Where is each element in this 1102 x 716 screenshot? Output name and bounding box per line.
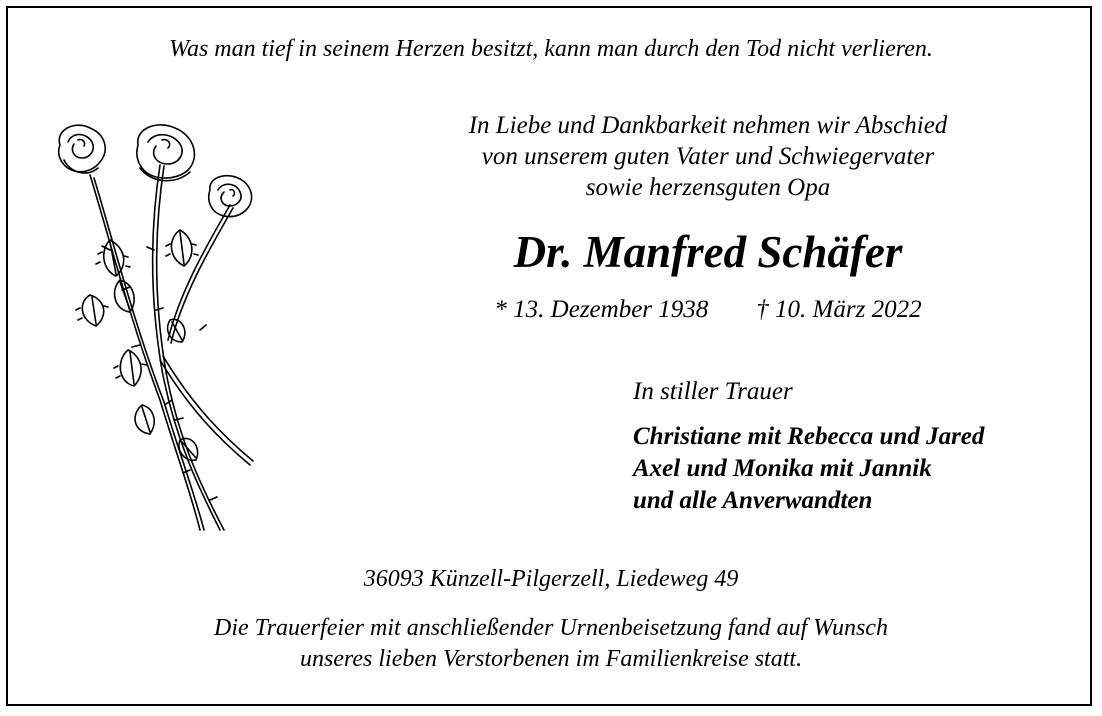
intro-text xyxy=(408,110,1008,203)
family-line: Christiane mit Rebecca und Jared xyxy=(633,423,985,450)
mourning-label: In stiller Trauer xyxy=(633,378,793,405)
address: 36093 Künzell-Pilgerzell, Liedeweg 49 xyxy=(363,566,739,592)
notice-line: unseres lieben Verstorbenen im Familienkreise statt. xyxy=(299,646,803,672)
intro-line: von unserem guten Vater und Schwiegervater xyxy=(481,143,935,170)
funeral-notice xyxy=(0,613,1102,675)
roses-bouquet-icon xyxy=(50,120,270,540)
notice-line: Die Trauerfeier mit anschließender Urnenbeisetzung fand auf Wunsch xyxy=(214,615,888,641)
birth-date: * 13. Dezember 1938 xyxy=(494,296,709,323)
death-date: † 10. März 2022 xyxy=(756,296,922,323)
family-line: und alle Anverwandten xyxy=(633,487,873,514)
life-dates xyxy=(408,296,1008,324)
deceased-name: Dr. Manfred Schäfer xyxy=(513,227,903,277)
intro-line: sowie herzensguten Opa xyxy=(585,174,831,201)
family-line: Axel und Monika mit Jannik xyxy=(633,455,932,482)
family-list xyxy=(633,421,984,517)
motto-quote: Was man tief in seinem Herzen besitzt, kann man durch den Tod nicht verlieren. xyxy=(169,36,933,62)
intro-line: In Liebe und Dankbarkeit nehmen wir Abschied xyxy=(468,112,948,139)
